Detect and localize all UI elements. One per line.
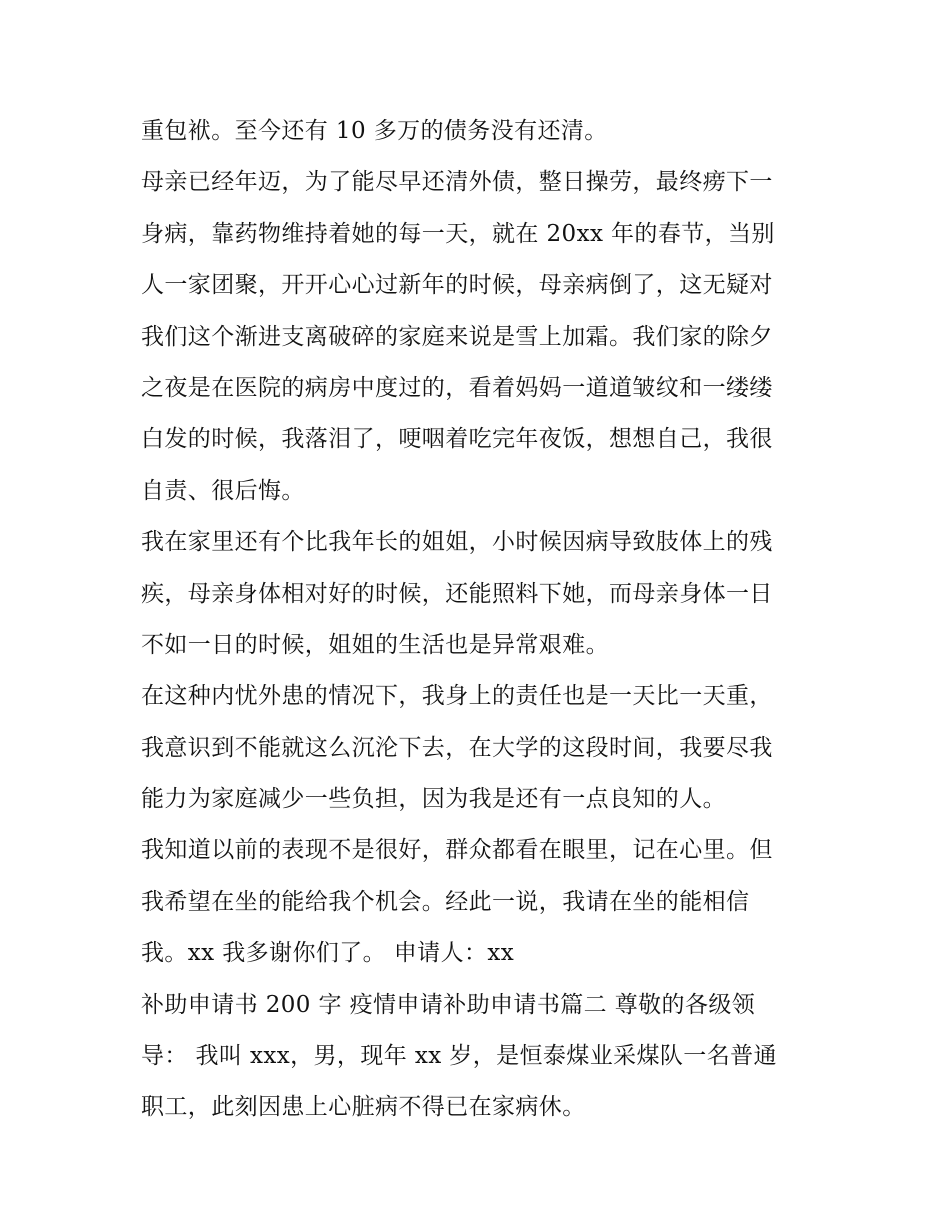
text-line: 母亲已经年迈，为了能尽早还清外债，整日操劳，最终痨下一 bbox=[141, 169, 773, 196]
text-line: 导： 我叫 xxx，男，现年 xx 岁，是恒泰煤业采煤队一名普通 bbox=[141, 1043, 777, 1070]
text-line: 人一家团聚，开开心心过新年的时候，母亲病倒了，这无疑对 bbox=[141, 272, 773, 299]
text-line: 能力为家庭减少一些负担，因为我是还有一点良知的人。 bbox=[141, 786, 726, 813]
text-line: 我意识到不能就这么沉沦下去，在大学的这段时间，我要尽我 bbox=[141, 734, 773, 761]
text-line: 重包袱。至今还有 10 多万的债务没有还清。 bbox=[141, 118, 608, 144]
text-line: 我希望在坐的能给我个机会。经此一说，我请在坐的能相信 bbox=[141, 888, 750, 915]
text-line: 我们这个渐进支离破碎的家庭来说是雪上加霜。我们家的除夕 bbox=[141, 323, 773, 350]
text-line: 之夜是在医院的病房中度过的，看着妈妈一道道皱纹和一缕缕 bbox=[141, 374, 773, 401]
text-line: 不如一日的时候，姐姐的生活也是异常艰难。 bbox=[141, 631, 609, 658]
text-line: 身病，靠药物维持着她的每一天，就在 20xx 年的春节，当别 bbox=[141, 220, 775, 247]
text-line: 白发的时候，我落泪了，哽咽着吃完年夜饭，想想自己，我很 bbox=[141, 426, 773, 453]
text-line: 补助申请书 200 字 疫情申请补助申请书篇二 尊敬的各级领 bbox=[141, 991, 756, 1018]
text-line: 自责、很后悔。 bbox=[141, 477, 305, 504]
text-line: 在这种内忧外患的情况下，我身上的责任也是一天比一天重， bbox=[141, 683, 773, 710]
text-line: 我在家里还有个比我年长的姐姐，小时候因病导致肢体上的残 bbox=[141, 529, 773, 556]
document-body bbox=[141, 106, 821, 1134]
text-line: 疾，母亲身体相对好的时候，还能照料下她，而母亲身体一日 bbox=[141, 580, 773, 607]
text-line: 职工，此刻因患上心脏病不得已在家病休。 bbox=[141, 1094, 586, 1121]
text-line: 我知道以前的表现不是很好，群众都看在眼里，记在心里。但 bbox=[141, 837, 773, 864]
text-line: 我。xx 我多谢你们了。 申请人：xx bbox=[141, 940, 515, 967]
